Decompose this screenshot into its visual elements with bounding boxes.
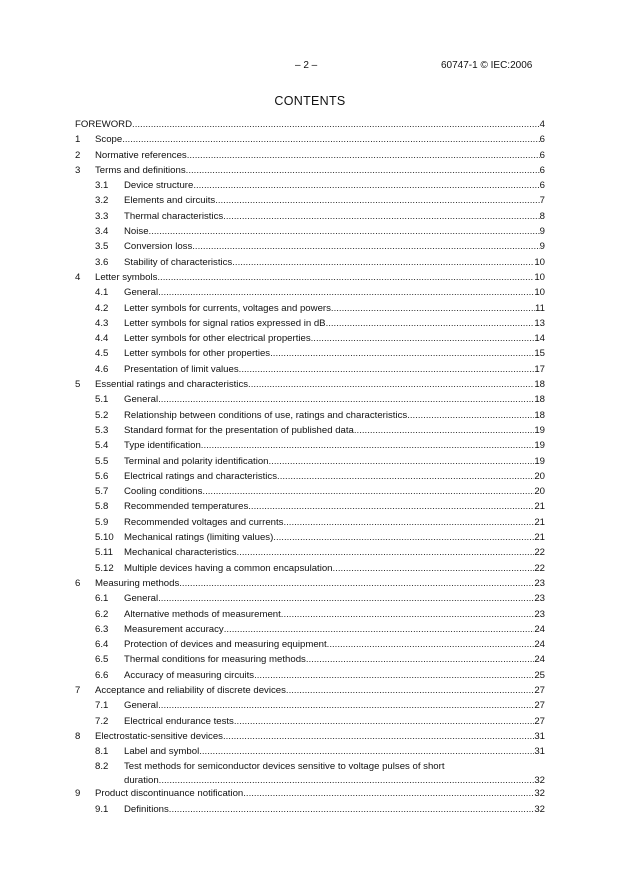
toc-entry-number: 8 (75, 730, 81, 742)
toc-entry-title: Terminal and polarity identification (124, 455, 269, 467)
toc-entry[interactable] (75, 438, 545, 453)
toc-entry[interactable] (75, 270, 545, 285)
toc-entry-number: 3 (75, 164, 81, 176)
toc-entry-page: 27 (534, 715, 545, 727)
toc-entry-title: Accuracy of measuring circuits (124, 669, 255, 681)
toc-entry-page: 21 (534, 532, 545, 544)
toc-entry-number: 3.2 (95, 195, 109, 207)
toc-entry-page: 15 (534, 348, 545, 360)
toc-entry-page: 6 (539, 180, 545, 192)
standard-reference: 60747-1 © IEC:2006 (441, 60, 533, 71)
toc-entry-title: Measurement accuracy (124, 623, 224, 635)
dot-leader (248, 499, 534, 514)
toc-entry-title: FOREWORD (75, 119, 133, 130)
toc-entry-page: 13 (534, 317, 545, 329)
dot-leader (407, 408, 534, 423)
toc-entry-title: Letter symbols for other properties (124, 348, 271, 360)
toc-entry-title: Protection of devices and measuring equipment (124, 639, 327, 651)
toc-entry-number: 5.2 (95, 409, 109, 421)
toc-entry-page: 32 (534, 803, 545, 815)
dot-leader (286, 683, 534, 698)
toc-entry-page: 21 (534, 516, 545, 528)
toc-entry[interactable] (75, 392, 545, 407)
toc-entry-page: 25 (534, 669, 545, 681)
toc-entry-page: 8 (539, 210, 545, 222)
toc-entry[interactable] (75, 163, 545, 178)
toc-entry[interactable] (75, 607, 545, 622)
dot-leader (157, 270, 534, 285)
toc-entry-number: 5.12 (95, 562, 114, 574)
dot-leader (132, 117, 540, 132)
toc-entry-page: 24 (534, 623, 545, 635)
toc-entry[interactable] (75, 729, 545, 744)
dot-leader (273, 530, 534, 545)
toc-entry-page: 10 (534, 287, 545, 299)
toc-entry-page: 27 (534, 684, 545, 696)
toc-entry-page: 24 (534, 654, 545, 666)
toc-entry-title: General (124, 593, 159, 605)
toc-entry-page: 9 (539, 241, 545, 253)
toc-entry-page: 18 (534, 394, 545, 406)
dot-leader (281, 607, 535, 622)
page-title: CONTENTS (274, 94, 346, 108)
toc-entry[interactable] (75, 802, 545, 817)
toc-entry-title: Thermal conditions for measuring methods (124, 654, 306, 666)
toc-entry-page: 19 (534, 455, 545, 467)
toc-entry-page: 7 (539, 195, 545, 207)
toc-entry-title: Electrostatic-sensitive devices (95, 730, 223, 742)
toc-entry[interactable] (75, 408, 545, 423)
toc-entry-title: Normative references (95, 149, 187, 161)
dot-leader (254, 668, 534, 683)
toc-entry[interactable] (75, 591, 545, 606)
toc-entry[interactable] (75, 132, 545, 147)
toc-entry-number: 5 (75, 379, 81, 391)
toc-entry-title: Conversion loss (124, 241, 193, 253)
toc-entry[interactable] (75, 377, 545, 392)
toc-entry[interactable] (75, 346, 545, 361)
toc-entry-page: 10 (534, 256, 545, 268)
toc-entry-title: Acceptance and reliability of discrete devices (95, 684, 286, 696)
dot-leader (158, 698, 534, 713)
toc-entry-page: 31 (534, 746, 545, 758)
toc-entry-number: 3.5 (95, 241, 109, 253)
toc-entry[interactable] (75, 744, 545, 759)
dot-leader (158, 392, 534, 407)
toc-entry-title: Letter symbols for currents, voltages and powers (124, 302, 331, 314)
toc-entry-number: 5.3 (95, 424, 109, 436)
toc-entry-title-continued: duration (124, 774, 159, 786)
toc-entry-page: 23 (534, 593, 545, 605)
toc-entry[interactable] (75, 224, 545, 239)
toc-entry[interactable] (75, 652, 545, 667)
toc-entry[interactable] (75, 561, 545, 576)
toc-entry-title: Essential ratings and characteristics (95, 379, 249, 391)
toc-entry-title: Electrical endurance tests (124, 715, 234, 727)
toc-entry[interactable] (75, 454, 545, 469)
dot-leader (179, 576, 534, 591)
toc-entry-page: 18 (534, 379, 545, 391)
toc-entry-page: 20 (534, 470, 545, 482)
toc-entry-title: Letter symbols (95, 271, 158, 283)
toc-entry[interactable] (75, 484, 545, 499)
dot-leader (283, 515, 534, 530)
toc-entry-number: 1 (75, 134, 81, 146)
dot-leader (158, 591, 534, 606)
toc-entry[interactable] (75, 469, 545, 484)
toc-entry-title: Relationship between conditions of use, ratings and characteristics (124, 409, 408, 421)
toc-entry-page: 17 (534, 363, 545, 375)
toc-entry-title: Terms and definitions (95, 164, 186, 176)
toc-entry-number: 4.3 (95, 317, 109, 329)
page-number: – 2 – (295, 60, 318, 71)
toc-entry-title: Thermal characteristics (124, 210, 224, 222)
toc-entry-title: General (124, 700, 159, 712)
toc-entry-number: 7 (75, 684, 81, 696)
dot-leader (193, 178, 539, 193)
toc-entry-title: Type identification (124, 440, 201, 452)
dot-leader (327, 637, 535, 652)
toc-entry-title: General (124, 287, 159, 299)
toc-entry[interactable] (75, 285, 545, 300)
toc-entry-number: 5.6 (95, 470, 109, 482)
toc-entry-title: Cooling conditions (124, 486, 203, 498)
dot-leader (223, 209, 539, 224)
toc-entry-number: 5.1 (95, 394, 109, 406)
toc-entry-number: 7.2 (95, 715, 109, 727)
toc-entry-page: 27 (534, 700, 545, 712)
toc-entry-number: 5.7 (95, 486, 109, 498)
toc-entry-number: 6.3 (95, 623, 109, 635)
toc-entry-title: Stability of characteristics (124, 256, 233, 268)
dot-leader (269, 454, 535, 469)
dot-leader (354, 423, 534, 438)
toc-entry-number: 8.2 (95, 761, 109, 773)
toc-entry-page: 10 (534, 271, 545, 283)
toc-entry-page: 14 (534, 333, 545, 345)
toc-entry-page: 31 (534, 730, 545, 742)
toc-entry-number: 9 (75, 788, 81, 800)
toc-entry-number: 4.6 (95, 363, 109, 375)
toc-entry-number: 3.4 (95, 226, 109, 238)
toc-entry-page: 22 (534, 547, 545, 559)
toc-entry-title: Electrical ratings and characteristics (124, 470, 278, 482)
toc-entry-title: Definitions (124, 803, 169, 815)
toc-entry[interactable] (75, 499, 545, 514)
table-of-contents (75, 117, 545, 817)
toc-entry-page: 18 (534, 409, 545, 421)
dot-leader (187, 148, 540, 163)
dot-leader (331, 301, 535, 316)
dot-leader (248, 377, 534, 392)
toc-entry-number: 6 (75, 577, 81, 589)
dot-leader (149, 224, 540, 239)
dot-leader (215, 193, 539, 208)
toc-entry-title: Device structure (124, 180, 194, 192)
toc-entry-number: 3.1 (95, 180, 109, 192)
toc-entry-number: 3.6 (95, 256, 109, 268)
toc-entry-number: 4.2 (95, 302, 109, 314)
dot-leader (232, 255, 534, 270)
toc-entry[interactable] (75, 423, 545, 438)
toc-entry-title: Recommended voltages and currents (124, 516, 284, 528)
toc-entry-page: 21 (534, 501, 545, 513)
toc-entry-page: 23 (534, 577, 545, 589)
toc-entry-number: 6.2 (95, 608, 109, 620)
dot-leader (333, 561, 535, 576)
dot-leader (237, 545, 535, 560)
dot-leader (201, 438, 535, 453)
toc-entry-title: Product discontinuance notification (95, 788, 244, 800)
dot-leader (169, 802, 535, 817)
toc-entry-title: Letter symbols for signal ratios expressed in dB (124, 317, 326, 329)
toc-entry[interactable] (75, 668, 545, 683)
toc-entry-page: 19 (534, 440, 545, 452)
toc-entry-title: Letter symbols for other electrical properties (124, 333, 311, 345)
dot-leader (158, 285, 534, 300)
toc-entry-number: 5.11 (95, 547, 113, 559)
dot-leader (199, 744, 534, 759)
toc-entry-title: Alternative methods of measurement (124, 608, 281, 620)
toc-entry-number: 6.1 (95, 593, 109, 605)
dot-leader (326, 316, 535, 331)
toc-entry-title: Recommended temperatures (124, 501, 249, 513)
toc-entry[interactable] (75, 239, 545, 254)
toc-entry-number: 6.5 (95, 654, 109, 666)
toc-entry-title: Measuring methods (95, 577, 180, 589)
toc-entry-number: 5.5 (95, 455, 109, 467)
toc-entry[interactable] (75, 637, 545, 652)
dot-leader (224, 622, 535, 637)
toc-entry-number: 6.4 (95, 639, 109, 651)
toc-entry[interactable] (75, 117, 545, 132)
toc-entry-number: 2 (75, 149, 81, 161)
dot-leader (122, 132, 539, 147)
toc-entry-title: Label and symbol (124, 746, 200, 758)
toc-entry-title: General (124, 394, 159, 406)
toc-entry-title: Presentation of limit values (124, 363, 239, 375)
toc-entry[interactable] (75, 698, 545, 713)
toc-entry[interactable] (75, 331, 545, 346)
dot-leader (186, 163, 540, 178)
toc-entry[interactable] (75, 530, 545, 545)
toc-entry-title: Mechanical characteristics (124, 547, 237, 559)
dot-leader (234, 714, 534, 729)
dot-leader (306, 652, 534, 667)
dot-leader (159, 775, 535, 787)
toc-entry-number: 3.3 (95, 210, 109, 222)
toc-entry-page: 32 (534, 774, 545, 786)
dot-leader (223, 729, 534, 744)
toc-entry-number: 4.5 (95, 348, 109, 360)
toc-entry-number: 8.1 (95, 746, 109, 758)
toc-entry[interactable] (75, 148, 545, 163)
toc-entry-number: 5.9 (95, 516, 109, 528)
toc-entry-page: 19 (534, 424, 545, 436)
toc-entry-page: 6 (539, 149, 545, 161)
toc-entry-title: Test methods for semiconductor devices sensitive to voltage pulses of short (124, 761, 445, 773)
toc-entry-title: Standard format for the presentation of published data (124, 424, 354, 436)
dot-leader (243, 786, 534, 801)
toc-entry-title: Scope (95, 134, 123, 146)
toc-entry[interactable] (75, 193, 545, 208)
toc-entry-page: 11 (535, 302, 545, 314)
toc-entry-number: 9.1 (95, 803, 109, 815)
dot-leader (192, 239, 539, 254)
toc-entry[interactable] (75, 714, 545, 729)
toc-entry-title: Noise (124, 226, 149, 238)
toc-entry[interactable] (75, 786, 545, 801)
toc-entry-page: 6 (539, 134, 545, 146)
dot-leader (311, 331, 535, 346)
toc-entry-number: 5.10 (95, 532, 114, 544)
toc-entry[interactable] (75, 316, 545, 331)
toc-entry-number: 4.1 (95, 287, 109, 299)
toc-entry[interactable] (75, 209, 545, 224)
dot-leader (239, 362, 535, 377)
toc-entry[interactable] (75, 576, 545, 591)
toc-entry-number: 6.6 (95, 669, 109, 681)
toc-entry-number: 5.4 (95, 440, 109, 452)
dot-leader (202, 484, 534, 499)
toc-entry-page: 24 (534, 639, 545, 651)
toc-entry-page: 6 (539, 164, 545, 176)
toc-entry[interactable] (75, 301, 545, 316)
toc-entry-number: 7.1 (95, 700, 109, 712)
dot-leader (270, 346, 534, 361)
toc-entry-page: 32 (534, 788, 545, 800)
toc-entry[interactable] (75, 362, 545, 377)
toc-entry-number: 4 (75, 271, 81, 283)
toc-entry-title: Multiple devices having a common encapsulation (124, 562, 333, 574)
toc-entry[interactable] (75, 683, 545, 698)
toc-entry-title: Elements and circuits (124, 195, 216, 207)
toc-entry[interactable] (75, 545, 545, 560)
toc-entry[interactable] (75, 255, 545, 270)
toc-entry[interactable] (75, 622, 545, 637)
toc-entry-page: 20 (534, 486, 545, 498)
toc-entry-page: 9 (539, 226, 545, 238)
dot-leader (277, 469, 534, 484)
toc-entry[interactable] (75, 178, 545, 193)
toc-entry-page: 23 (534, 608, 545, 620)
toc-entry-page: 22 (534, 562, 545, 574)
toc-entry-number: 5.8 (95, 501, 109, 513)
toc-entry-page: 4 (539, 119, 545, 130)
toc-entry-title: Mechanical ratings (limiting values) (124, 532, 274, 544)
toc-entry[interactable] (75, 515, 545, 530)
toc-entry[interactable] (75, 759, 545, 786)
toc-entry-number: 4.4 (95, 333, 109, 345)
